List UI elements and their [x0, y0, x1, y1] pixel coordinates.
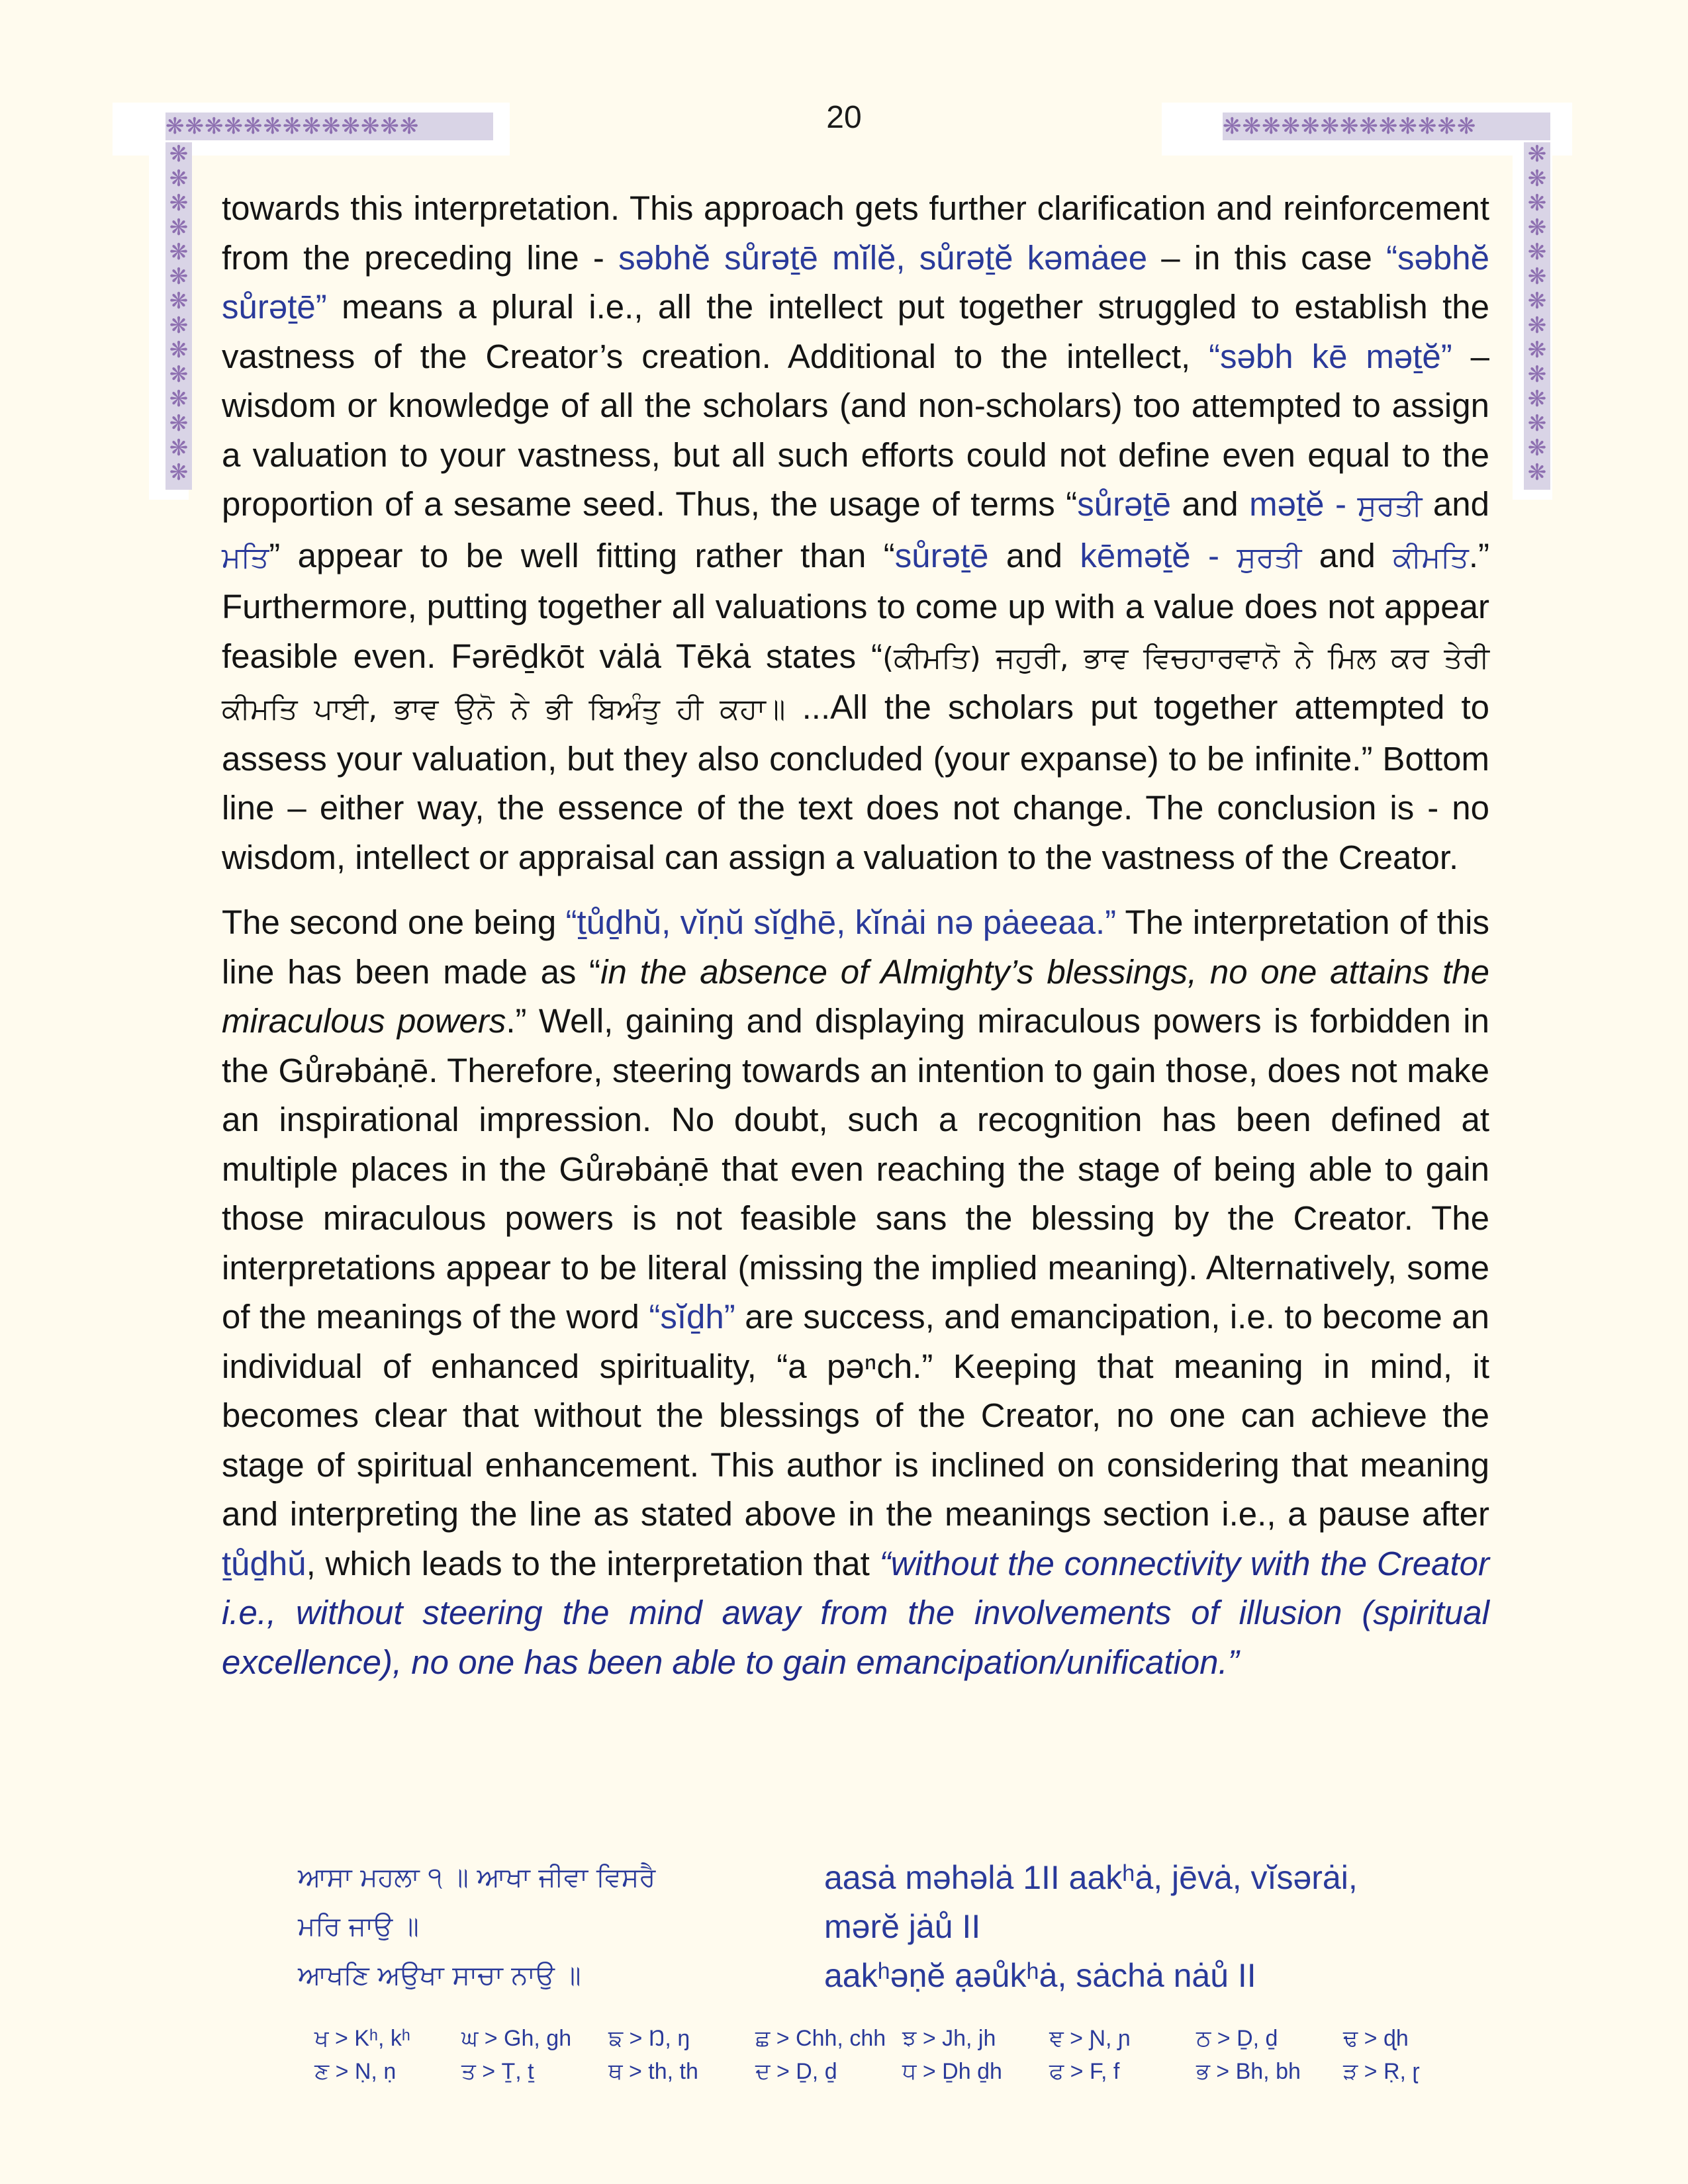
text: and	[988, 536, 1080, 574]
paragraph-2	[222, 898, 1489, 1687]
transliteration: kēməṯĕ -	[1080, 536, 1237, 574]
transliteration: “ṯůḏhŭ, vĭṇŭ sĭḏhē, kĭnȧi nə pȧeeaa.”	[565, 903, 1117, 941]
key-cell: ਤ > Ṯ, ṯ	[461, 2058, 534, 2084]
text: and	[1422, 485, 1490, 523]
gurmukhi-word: ਸੁਰਤੀ	[1357, 489, 1423, 523]
gurmukhi-word: ਸੁਰਤੀ	[1237, 540, 1302, 574]
key-cell: ਘ > Gh, gh	[461, 2025, 572, 2051]
transliteration: “səbhĕ sůrəṯē”	[222, 238, 1490, 326]
text: and	[1171, 485, 1250, 523]
key-cell: ਣ > Ṇ, ṇ	[314, 2058, 397, 2084]
text: ” appear to be well fitting rather than “	[269, 536, 895, 574]
transliteration: “səbh kē məṯĕ”	[1209, 337, 1452, 375]
key-cell: ਠ > Ḏ, ḏ	[1196, 2025, 1278, 2051]
key-cell: ਭ > Bh, bh	[1196, 2058, 1301, 2084]
text: – wisdom or knowledge of all the scholars (and non-scholars) too attempted to assign a valuation to your vastness, but all such efforts could not define even equal to the proportion of a sesame seed. Thus, the usage of terms “	[222, 337, 1489, 523]
verse-block	[298, 1853, 1489, 2000]
text: means a plural i.e., all the intellect put together struggled to establish the vastness of the Creator’s creation. Additional to the intellect,	[222, 288, 1489, 375]
italic-quote: in the absence of Almighty’s blessings, no one attains the miraculous powers	[222, 952, 1490, 1040]
key-row	[314, 2022, 1506, 2055]
paragraph-1	[222, 184, 1489, 882]
transliteration: ṯůḏhŭ	[222, 1544, 306, 1582]
text: and	[1301, 536, 1393, 574]
transliteration: məṯĕ -	[1249, 485, 1358, 523]
verse-line	[298, 1902, 1489, 1951]
transliteration: sůrəṯē	[1077, 485, 1172, 523]
verse-transliteration: aakʰəṇĕ ạəůkʰȧ, sȧchȧ nȧů II	[824, 1957, 1256, 1994]
flower-border-top-left: ❋❋❋❋❋❋❋❋❋❋❋❋❋	[165, 113, 493, 140]
interpretation-quote: “without the connectivity with the Creator i.e., without steering the mind away from the involvements of illusion (spiritual excellence), no one has been able to gain emancipation/unification.”	[222, 1544, 1489, 1681]
text: The interpretation of this line has been made as “	[222, 903, 1490, 991]
key-cell: ਦ > Ḏ, ḏ	[755, 2058, 837, 2084]
gurmukhi-word: ਕੀਮਤਿ	[1393, 540, 1469, 574]
verse-gurmukhi: ਆਸਾ ਮਹਲਾ ੧ ॥ ਆਖਾ ਜੀਵਾ ਵਿਸਰੈ	[298, 1862, 656, 1893]
key-cell: ੜ > Ṛ, ɽ	[1343, 2058, 1420, 2084]
text: ...All the scholars put together attempted to assess your valuation, but they also concluded (your expanse) to be infinite.” Bottom line – either way, the essence of the text does not change. The conclusion is - no wisdom, intellect or appraisal can assign a valuation to the vastness of the Creator.	[222, 688, 1490, 876]
key-cell: ਫ > F, f	[1049, 2058, 1120, 2084]
verse-line	[298, 1853, 1489, 1902]
text: – in this case	[1147, 238, 1387, 277]
verse-gurmukhi: ਮਰਿ ਜਾਉ ॥	[298, 1911, 419, 1942]
key-cell: ਖ > Kʰ, kʰ	[314, 2025, 410, 2051]
flower-border-right: ❋❋❋❋❋❋❋❋❋❋❋❋❋❋	[1524, 142, 1550, 490]
key-cell: ਥ > th, th	[608, 2058, 698, 2084]
text: towards this interpretation. This approach gets further clarification and reinforcement from the preceding line -	[222, 189, 1489, 277]
verse-gurmukhi: ਆਖਣਿ ਅਉਖਾ ਸਾਚਾ ਨਾਉ ॥	[298, 1960, 581, 1991]
transliteration: sůrəṯē	[894, 536, 989, 574]
text: .” Well, gaining and displaying miraculous powers is forbidden in the Gůrəbȧṇē. Therefore, steering towards an intention to gain those, does not make an inspirational impression. No doubt, such a recognition has been defined at multiple places in the Gůrəbȧṇē that even reaching the stage of being able to gain those miraculous powers is not feasible sans the blessing by the Creator. The interpretations appear to be literal (missing the implied meaning). Alternatively, some of the meanings of the word	[222, 1002, 1489, 1336]
key-cell: ਙ > Ŋ, ŋ	[608, 2025, 690, 2051]
gurmukhi-word: ਮਤਿ	[222, 540, 269, 574]
text: , which leads to the interpretation that	[306, 1544, 880, 1582]
transliteration-key	[314, 2022, 1506, 2088]
verse-line	[298, 1951, 1489, 2000]
text: are success, and emancipation, i.e. to become an individual of enhanced spirituality, “a pəⁿch.” Keeping that meaning in mind, it becomes clear that without the blessings of the Creator, no one can achieve the stage of spiritual enhancement. This author is inclined on considering that meaning and interpreting the line as stated above in the meanings section i.e., a pause after	[222, 1298, 1489, 1533]
key-cell: ਞ > Ɲ, ɲ	[1049, 2025, 1131, 2051]
key-cell: ਧ > Ḏh ḏh	[902, 2058, 1002, 2084]
transliteration: “sĭḏh”	[649, 1298, 735, 1336]
body-text	[222, 184, 1489, 1687]
key-cell: ਝ > Jh, jh	[902, 2025, 996, 2051]
text: .” Furthermore, putting together all valuations to come up with a value does not appear feasible even. Fərēḏkōt vȧlȧ Tēkȧ states “	[222, 536, 1489, 675]
flower-border-left: ❋❋❋❋❋❋❋❋❋❋❋❋❋❋	[165, 142, 192, 490]
key-cell: ਢ > ɖh	[1343, 2025, 1409, 2051]
page-number: 20	[826, 100, 862, 135]
verse-transliteration: mərĕ jȧů II	[824, 1908, 981, 1945]
gurmukhi-quote: (ਕੀਮਤਿ) ਜਹੁਰੀ, ਭਾਵ ਵਿਚਹਾਰਵਾਨੋ ਨੇ ਮਿਲ ਕਰ ਤੇਰੀ ਕੀਮਤਿ ਪਾਈ, ਭਾਵ ਉਨੋ ਨੇ ਭੀ ਬਿਅੰਤੁ ਹੀ ਕਹਾ॥	[222, 641, 1489, 726]
key-row	[314, 2055, 1506, 2088]
key-cell: ਛ > Chh, chh	[755, 2025, 886, 2051]
text: The second one being	[222, 903, 566, 941]
transliteration: səbhĕ sůrəṯē mĭlĕ, sůrəṯĕ kəmȧee	[618, 238, 1148, 277]
flower-border-top-right: ❋❋❋❋❋❋❋❋❋❋❋❋❋	[1223, 113, 1550, 140]
verse-transliteration: aasȧ məhəlȧ 1II aakʰȧ, jēvȧ, vĭsərȧi,	[824, 1859, 1358, 1896]
